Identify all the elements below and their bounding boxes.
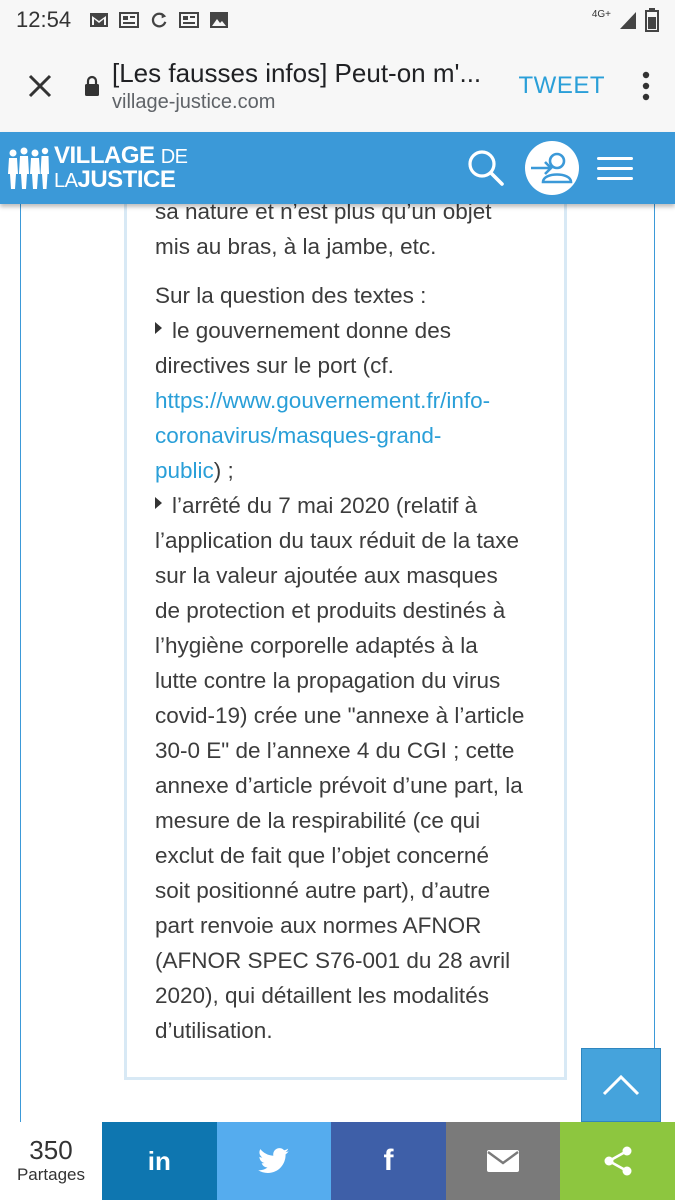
login-button[interactable] xyxy=(525,141,579,195)
content-border-left xyxy=(20,204,21,1122)
close-button[interactable] xyxy=(0,40,80,132)
page-url: village-justice.com xyxy=(112,91,276,113)
logo-de: DE xyxy=(160,146,188,168)
logo-justice: JUSTICE xyxy=(77,166,176,193)
text-line: ) ; xyxy=(213,458,234,483)
news-icon-2 xyxy=(179,11,199,29)
content-border-right xyxy=(654,204,655,1122)
text-line: part renvoie aux normes AFNOR xyxy=(155,913,482,938)
signal-icon xyxy=(619,10,637,30)
linkedin-icon: in xyxy=(147,1145,171,1176)
section-heading: Sur la question des textes : xyxy=(155,283,427,308)
more-share-button[interactable] xyxy=(560,1122,675,1200)
hamburger-menu-button[interactable] xyxy=(597,143,647,193)
mail-icon xyxy=(486,1149,520,1173)
text-line: soit positionné autre part), d’autre xyxy=(155,878,491,903)
logo-village: VILLAGE xyxy=(54,142,155,169)
close-icon xyxy=(27,73,53,99)
gouvernement-link[interactable]: public xyxy=(155,458,214,483)
text-line: lutte contre la propagation du virus xyxy=(155,668,501,693)
overflow-menu-button[interactable] xyxy=(629,40,663,132)
news-icon xyxy=(119,11,139,29)
facebook-icon: f xyxy=(383,1144,394,1177)
text-line: de protection et produits destinés à xyxy=(155,598,506,623)
text-line: directives sur le port (cf. xyxy=(155,353,394,378)
gallery-icon xyxy=(209,11,229,29)
text-line: l’arrêté du 7 mai 2020 (relatif à xyxy=(172,493,478,518)
menu-icon-bar xyxy=(597,157,633,160)
gmail-icon xyxy=(89,11,109,29)
status-time: 12:54 xyxy=(16,7,72,32)
twitter-icon xyxy=(258,1148,290,1174)
bullet-arrow-icon xyxy=(155,497,162,509)
search-button[interactable] xyxy=(461,143,511,193)
share-label: Partages xyxy=(16,1165,86,1184)
menu-icon-bar xyxy=(597,177,633,180)
more-vertical-icon xyxy=(642,71,650,101)
share-icon xyxy=(602,1145,634,1177)
email-share-button[interactable] xyxy=(446,1122,561,1200)
text-line: (AFNOR SPEC S76-001 du 28 avril xyxy=(155,948,511,973)
text-line: l’application du taux réduit de la taxe xyxy=(155,528,519,553)
scroll-to-top-button[interactable] xyxy=(581,1048,661,1122)
bullet-arrow-icon xyxy=(155,322,162,334)
info-box-text xyxy=(155,204,555,1048)
info-box xyxy=(124,204,567,1080)
text-line: exclut de fait que l’objet concerné xyxy=(155,843,489,868)
text-line: mis au bras, à la jambe, etc. xyxy=(155,234,437,259)
site-logo[interactable] xyxy=(6,144,187,192)
battery-icon xyxy=(645,8,659,32)
status-bar xyxy=(0,0,675,40)
share-counter xyxy=(0,1122,102,1200)
text-line: d’utilisation. xyxy=(155,1018,273,1043)
text-line: l’hygiène corporelle adaptés à la xyxy=(155,633,478,658)
article-content xyxy=(0,204,675,1122)
lock-icon xyxy=(80,75,104,97)
bullet-item xyxy=(155,488,555,523)
logo-text xyxy=(54,144,187,192)
menu-icon-bar xyxy=(597,167,633,170)
page-info[interactable] xyxy=(112,58,519,114)
people-logo-icon xyxy=(6,145,50,191)
text-line: 2020), qui détaillent les modalités xyxy=(155,983,489,1008)
text-line: 30-0 E" de l’annexe 4 du CGI ; cette xyxy=(155,738,515,763)
linkedin-share-button[interactable] xyxy=(102,1122,217,1200)
tweet-button[interactable]: TWEET xyxy=(518,72,605,99)
bullet-item xyxy=(155,313,555,348)
share-count: 350 xyxy=(29,1135,73,1165)
chevron-up-icon xyxy=(601,1073,641,1097)
text-line: mesure de la respirabilité (ce qui xyxy=(155,808,481,833)
text-line: sur la valeur ajoutée aux masques xyxy=(155,563,498,588)
header-actions xyxy=(461,141,675,195)
site-header xyxy=(0,132,675,204)
twitter-share-button[interactable] xyxy=(217,1122,332,1200)
text-line: covid-19) crée une "annexe à l’article xyxy=(155,703,525,728)
search-icon xyxy=(467,149,505,187)
sync-icon xyxy=(149,11,169,29)
network-type: 4G+ xyxy=(591,8,611,20)
logo-la: LA xyxy=(54,170,78,192)
text-line: sa nature et n’est plus qu’un objet xyxy=(155,204,492,224)
facebook-share-button[interactable] xyxy=(331,1122,446,1200)
gouvernement-link[interactable]: coronavirus/masques-grand- xyxy=(155,423,442,448)
user-login-icon xyxy=(529,148,575,188)
system-status xyxy=(592,8,659,32)
gouvernement-link[interactable]: https://www.gouvernement.fr/info- xyxy=(155,388,491,413)
text-line: annexe d’article prévoit d’une part, la xyxy=(155,773,523,798)
browser-toolbar xyxy=(0,40,675,132)
share-bar xyxy=(0,1122,675,1200)
page-title: [Les fausses infos] Peut-on m'... xyxy=(112,58,482,88)
notification-icons xyxy=(89,11,229,29)
text-line: le gouvernement donne des xyxy=(172,318,451,343)
